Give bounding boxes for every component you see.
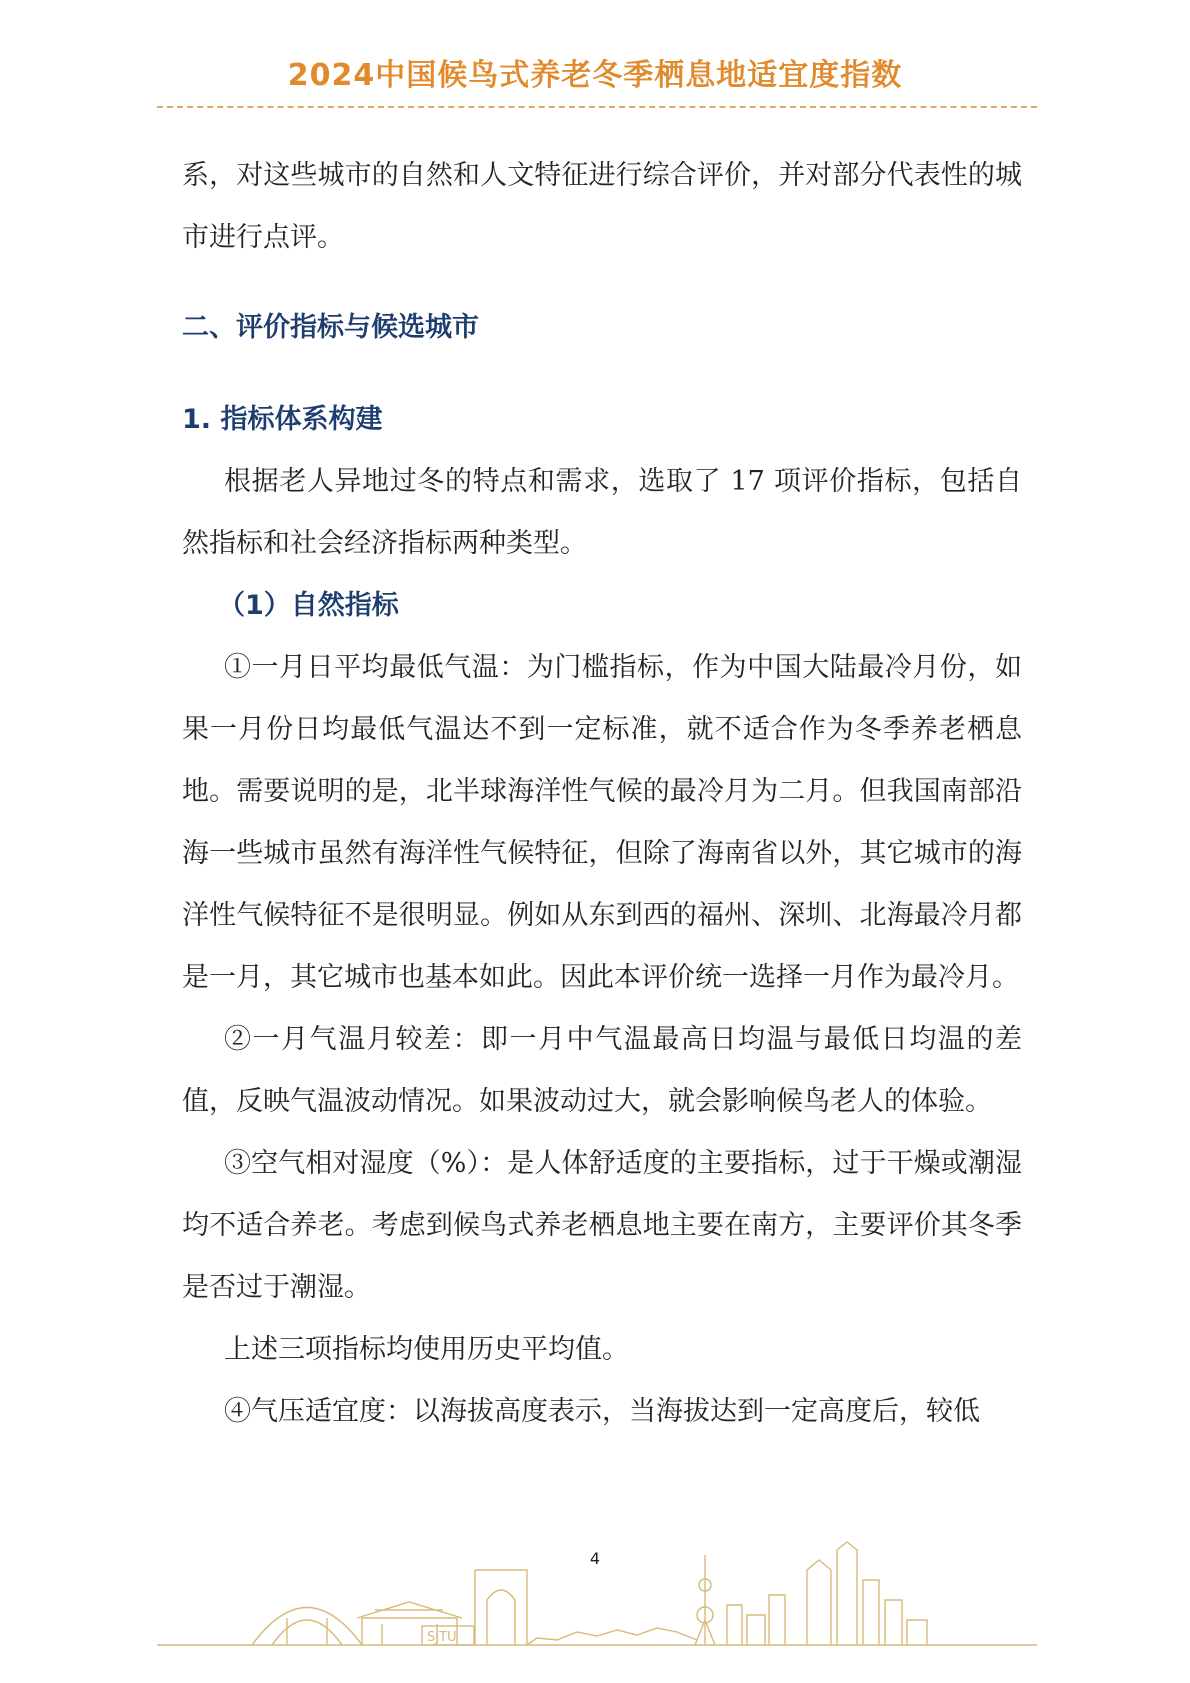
header-dashed-rule bbox=[157, 106, 1037, 108]
subsection-heading: 1. 指标体系构建 bbox=[182, 404, 383, 435]
indicator-item-2: ②一月气温月较差：即一月中气温最高日均温与最低日均温的差值，反映气温波动情况。如果波动过大，就会影响候鸟老人的体验。 bbox=[182, 1024, 1022, 1117]
historical-average-note: 上述三项指标均使用历史平均值。 bbox=[224, 1334, 629, 1365]
indicator-overview-paragraph: 根据老人异地过冬的特点和需求，选取了 17 项评价指标，包括自然指标和社会经济指标两种类型。 bbox=[182, 466, 1022, 559]
skyline-illustration bbox=[157, 1540, 1037, 1660]
intro-paragraph: 系，对这些城市的自然和人文特征进行综合评价，并对部分代表性的城市进行点评。 bbox=[182, 160, 1022, 253]
document-header-title: 2024中国候鸟式养老冬季栖息地适宜度指数 bbox=[287, 58, 903, 93]
natural-indicators-heading: （1）自然指标 bbox=[218, 590, 399, 621]
indicator-item-3: ③空气相对湿度（%）：是人体舒适度的主要指标，过于干燥或潮湿均不适合养老。考虑到候鸟式养老栖息地主要在南方，主要评价其冬季是否过于潮湿。 bbox=[182, 1148, 1022, 1303]
section-heading: 二、评价指标与候选城市 bbox=[182, 312, 479, 343]
page-body bbox=[182, 145, 1022, 1443]
skyline-label: SJTU bbox=[427, 1630, 457, 1645]
indicator-item-1: ①一月日平均最低气温：为门槛指标，作为中国大陆最冷月份，如果一月份日均最低气温达不到一定标准，就不适合作为冬季养老栖息地。需要说明的是，北半球海洋性气候的最冷月为二月。但我国南部沿海一些城市虽然有海洋性气候特征，但除了海南省以外，其它城市的海洋性气候特征不是很明显。例如从东到西的福州、深圳、北海最冷月都是一月，其它城市也基本如此。因此本评价统一选择一月作为最冷月。 bbox=[182, 652, 1022, 993]
page-number: 4 bbox=[589, 1549, 601, 1568]
indicator-item-4: ④气压适宜度：以海拔高度表示，当海拔达到一定高度后，较低 bbox=[224, 1396, 980, 1427]
